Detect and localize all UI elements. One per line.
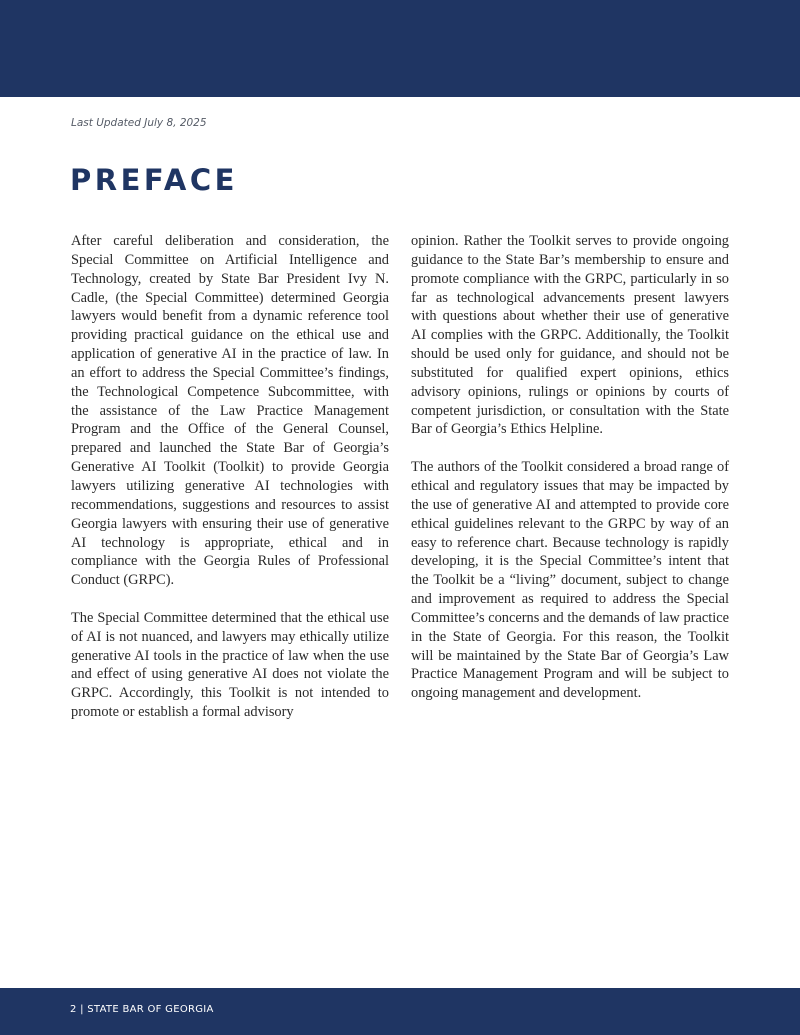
page-title: PREFACE [70,163,238,197]
paragraph: After careful deliberation and consideration, the Special Committee on Artificial Intelligence and Technology, created by State Bar President Ivy N. Cadle, (the Special Committee) determined Georgia lawyers would benefit from a dynamic reference tool providing practical guidance on the ethical use and application of generative AI in the practice of law. In an effort to address the Special Committee’s findings, the Technological Competence Subcommittee, with the assistance of the Law Practice Management Program and the Office of the General Counsel, prepared and launched the State Bar of Georgia’s Generative AI Toolkit (Toolkit) to provide Georgia lawyers utilizing generative AI technologies with recommendations, suggestions and resources to assist Georgia lawyers with ensuring their use of generative AI technology is appropriate, ethical and in compliance with the Georgia Rules of Professional Conduct (GRPC). [71,233,389,589]
paragraph: opinion. Rather the Toolkit serves to provide ongoing guidance to the State Bar’s membership to ensure and promote compliance with the GRPC, particularly in so far as technological advancements present lawyers with questions about whether their use of generative AI complies with the GRPC. Additionally, the Toolkit should be used only for guidance, and should not be substituted for qualified expert opinions, ethics advisory opinions, rulings or opinions by courts of competent jurisdiction, or consultation with the State Bar of Georgia’s Ethics Helpline. [411,233,729,438]
page-footer: 2 | STATE BAR OF GEORGIA [70,1004,214,1015]
paragraph: The authors of the Toolkit considered a broad range of ethical and regulatory issues that may be impacted by the use of generative AI and attempted to provide core ethical guidelines relevant to the GRPC by way of an easy to reference chart. Because technology is rapidly developing, it is the Special Committee’s intent that the Toolkit be a “living” document, subject to change and improvement as required to address the Special Committee’s concerns and the demands of law practice in the State of Georgia. For this reason, the Toolkit will be maintained by the State Bar of Georgia’s Law Practice Management Program and will be subject to ongoing management and development. [411,459,729,702]
right-column [411,232,729,722]
header-band [0,0,800,97]
left-column [71,232,389,741]
paragraph: The Special Committee determined that the ethical use of AI is not nuanced, and lawyers may ethically utilize generative AI tools in the practice of law when the use and effect of using generative AI does not violate the GRPC. Accordingly, this Toolkit is not intended to promote or establish a formal advisory [71,609,389,721]
last-updated-date: Last Updated July 8, 2025 [71,117,207,129]
